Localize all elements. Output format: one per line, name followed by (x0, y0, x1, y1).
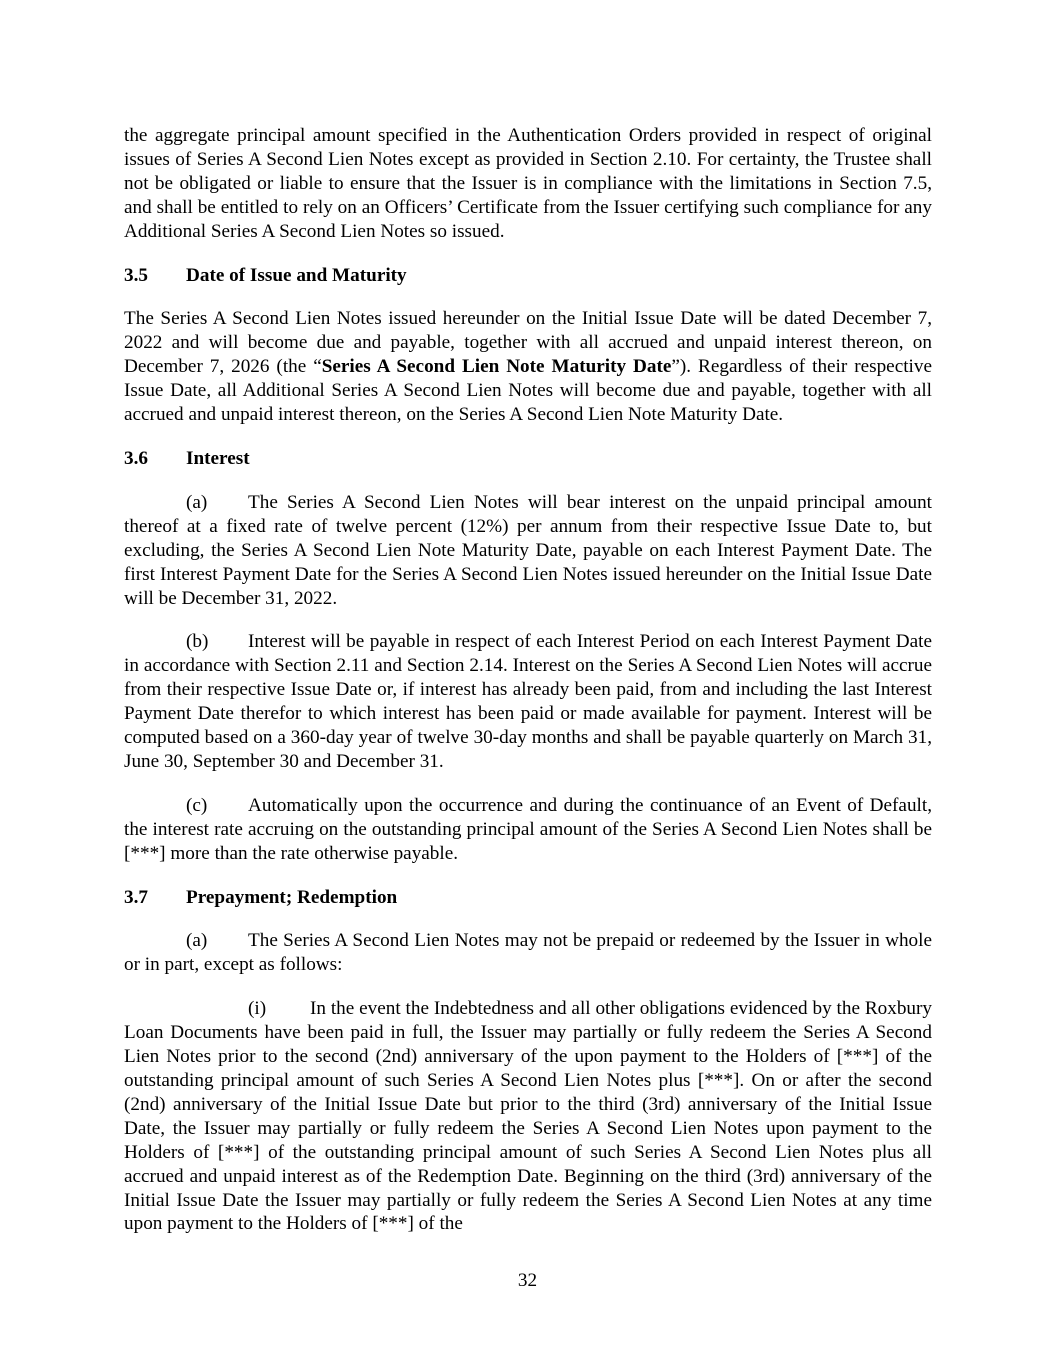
clause-label: (i) (248, 998, 267, 1020)
section-title: Interest (186, 447, 250, 469)
section-number: 3.6 (124, 447, 148, 469)
clause-label: (a) (186, 491, 208, 513)
section-heading-3-5 (124, 264, 932, 288)
page-number: 32 (517, 1270, 538, 1291)
section-heading-3-6 (124, 447, 932, 471)
clause-label: (c) (186, 794, 208, 816)
section-heading-3-7 (124, 886, 932, 910)
clause-text: The Series A Second Lien Notes may not be prepaid or redeemed by the Issuer in whole or in part, except as follows: (124, 930, 932, 976)
clause-text: Automatically upon the occurrence and during the continuance of an Event of Default, the interest rate accruing on the outstanding principal amount of the Series A Second Lien Notes shall be [***] more than the rate otherwise payable. (124, 794, 932, 864)
defined-term: Series A Second Lien Note Maturity Date (321, 356, 672, 378)
section-3-5-paragraph (124, 307, 932, 427)
clause-text: Interest will be payable in respect of each Interest Period on each Interest Payment Date in accordance with Section 2.11 and Section 2.14. Interest on the Series A Second Lien Notes will accrue from their respective Issue Date or, if interest has already been paid, from and including the last Interest Payment Date therefor to which interest has been paid or made available for payment. Interest will be computed based on a 360-day year of twelve 30-day months and shall be payable quarterly on March 31, June 30, September 30 and December 31. (124, 631, 932, 772)
clause-3-6-a (124, 491, 932, 611)
paragraph-text: The Series A Second Lien Notes issued hereunder on the Initial Issue Date will be dated December 7, 2022 and will become due and payable, together with all accrued and unpaid interest thereon, on December 7, 2026 (the “ (124, 308, 932, 378)
document-page (124, 124, 932, 1236)
section-number: 3.7 (124, 886, 148, 908)
clause-3-7-a-i (124, 997, 932, 1236)
clause-label: (b) (186, 631, 209, 653)
clause-3-6-c (124, 794, 932, 866)
clause-text: In the event the Indebtedness and all other obligations evidenced by the Roxbury Loan Documents have been paid in full, the Issuer may partially or fully redeem the Series A Second Lien Notes prior to the second (2nd) anniversary of the upon payment to the Holders of [***] of the outstanding principal amount of such Series A Second Lien Notes plus [***]. On or after the second (2nd) anniversary of the Initial Issue Date but prior to the third (3rd) anniversary of the Initial Issue Date, the Issuer may partially or fully redeem the Series A Second Lien Notes upon payment to the Holders of [***] of the outstanding principal amount of such Series A Second Lien Notes plus all accrued and unpaid interest as of the Redemption Date. Beginning on the third (3rd) anniversary of the Initial Issue Date the Issuer may partially or fully redeem the Series A Second Lien Notes at any time upon payment to the Holders of [***] of the (124, 998, 932, 1235)
clause-3-6-b (124, 630, 932, 773)
clause-label: (a) (186, 930, 208, 952)
section-title: Date of Issue and Maturity (186, 264, 407, 286)
intro-paragraph: the aggregate principal amount specified in the Authentication Orders provided in respect of original issues of Series A Second Lien Notes except as provided in Section 2.10. For certainty, the Trustee shall not be obligated or liable to ensure that the Issuer is in compliance with the limitations in Section 7.5, and shall be entitled to rely on an Officers’ Certificate from the Issuer certifying such compliance for any Additional Series A Second Lien Notes so issued. (124, 125, 932, 242)
paragraph-text: ”). Regardless of their respective Issue Date, all Additional Series A Second Lien Notes will become due and payable, together with all accrued and unpaid interest thereon, on the Series A Second Lien Note Maturity Date. (124, 356, 932, 426)
section-number: 3.5 (124, 264, 148, 286)
clause-3-7-a (124, 929, 932, 977)
clause-text: The Series A Second Lien Notes will bear interest on the unpaid principal amount thereof at a fixed rate of twelve percent (12%) per annum from their respective Issue Date to, but excluding, the Series A Second Lien Note Maturity Date, payable on each Interest Payment Date. The first Interest Payment Date for the Series A Second Lien Notes issued hereunder on the Initial Issue Date will be December 31, 2022. (124, 491, 932, 609)
section-title: Prepayment; Redemption (186, 886, 398, 908)
